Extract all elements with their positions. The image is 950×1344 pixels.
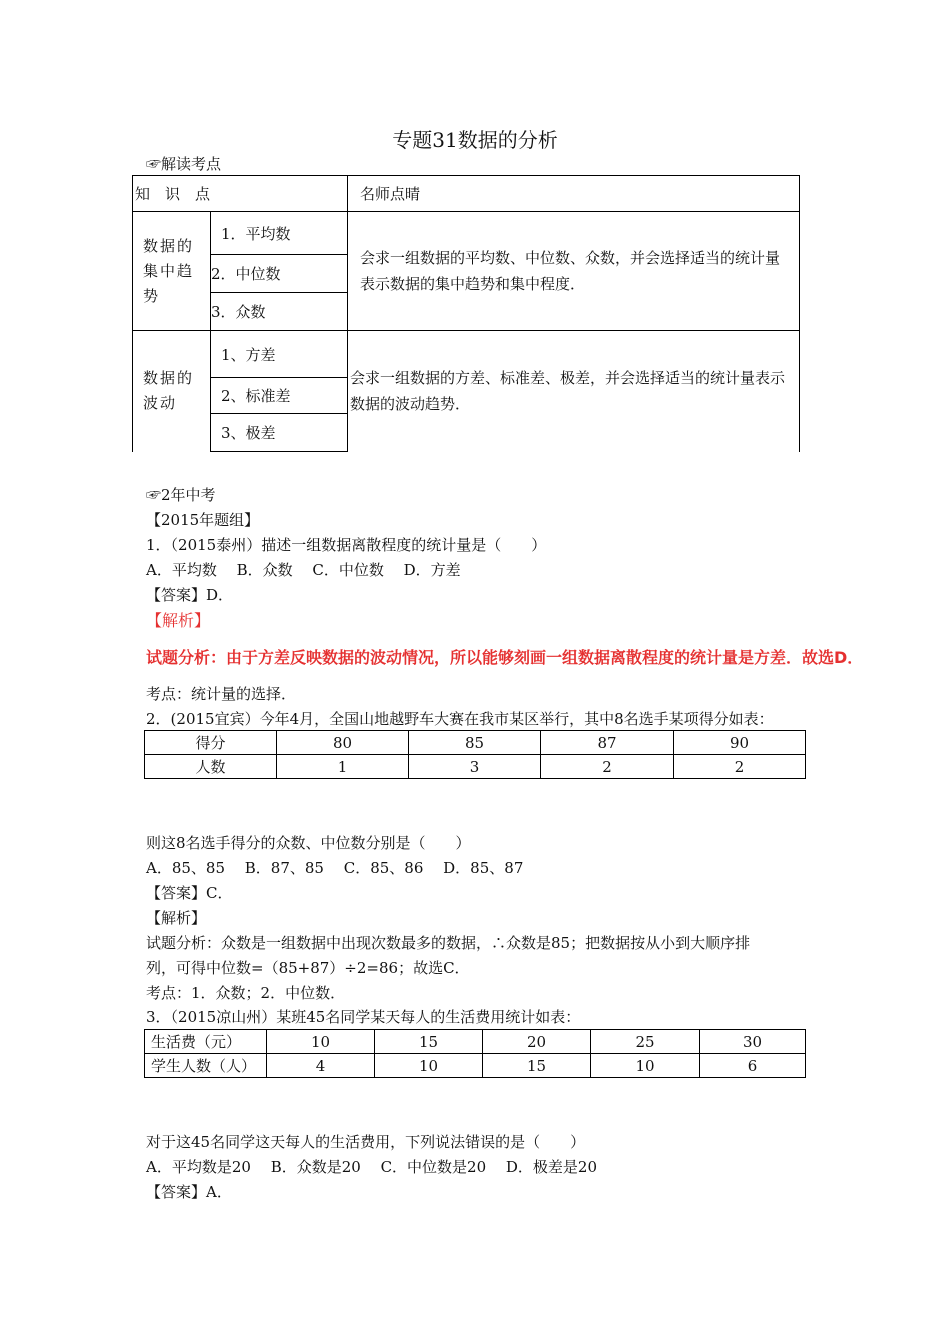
q3-cell: 10 bbox=[267, 1030, 375, 1054]
page-title: 专题31数据的分析 bbox=[392, 128, 558, 152]
q2-cell: 2 bbox=[674, 755, 806, 779]
q3-cell: 15 bbox=[375, 1030, 483, 1054]
q2-cell: 80 bbox=[277, 731, 409, 755]
q2-cell: 90 bbox=[674, 731, 806, 755]
section-heading-zhongkao: ☞2年中考 bbox=[146, 486, 216, 504]
desc-dispersion: 会求一组数据的方差、标准差、极差，并会选择适当的统计量表示数据的波动趋势． bbox=[348, 331, 800, 452]
q3-cell: 6 bbox=[700, 1054, 806, 1078]
q2-analysis-label: 【解析】 bbox=[146, 909, 207, 927]
q3-cell: 生活费（元） bbox=[145, 1030, 267, 1054]
q2-analysis-line1: 试题分析：众数是一组数据中出现次数最多的数据，∴众数是85；把数据按从小到大顺序排 bbox=[146, 934, 751, 952]
q3-cell: 学生人数（人） bbox=[145, 1054, 267, 1078]
q3-cell: 10 bbox=[591, 1054, 700, 1078]
header-knowledge-point: 知 识 点 bbox=[133, 176, 348, 212]
q3-options: A．平均数是20 B．众数是20 C．中位数是20 D．极差是20 bbox=[146, 1158, 598, 1176]
item-mean: 1．平均数 bbox=[211, 212, 348, 255]
q3-stem: 3．（2015凉山州）某班45名同学某天每人的生活费用统计如表： bbox=[146, 1008, 581, 1026]
q1-analysis: 试题分析：由于方差反映数据的波动情况，所以能够刻画一组数据离散程度的统计量是方差．故选D． bbox=[146, 648, 864, 667]
q1-knowledge-point: 考点：统计量的选择． bbox=[146, 685, 297, 703]
q2-score-table bbox=[144, 730, 806, 779]
category-dispersion: 数据的波动 bbox=[133, 331, 211, 452]
q2-cell: 85 bbox=[409, 731, 541, 755]
desc-central-tendency: 会求一组数据的平均数、中位数、众数，并会选择适当的统计量表示数据的集中趋势和集中程度． bbox=[348, 212, 800, 331]
q2-stem: 2．(2015宜宾）今年4月，全国山地越野车大赛在我市某区举行，其中8名选手某项得分如表： bbox=[146, 710, 774, 728]
category-central-tendency: 数据的集中趋势 bbox=[133, 212, 211, 331]
item-mode: 3．众数 bbox=[211, 293, 348, 331]
q3-cell: 15 bbox=[483, 1054, 591, 1078]
q3-cell: 20 bbox=[483, 1030, 591, 1054]
q2-question: 则这8名选手得分的众数、中位数分别是（ ） bbox=[146, 834, 471, 852]
q2-answer: 【答案】C． bbox=[146, 884, 233, 902]
q2-knowledge-point: 考点：1．众数；2．中位数． bbox=[146, 984, 346, 1002]
item-variance: 1、方差 bbox=[211, 331, 348, 378]
q3-cell: 4 bbox=[267, 1054, 375, 1078]
q3-question: 对于这45名同学这天每人的生活费用，下列说法错误的是（ ） bbox=[146, 1133, 586, 1151]
q1-analysis-label: 【解析】 bbox=[146, 611, 211, 630]
item-median: 2．中位数 bbox=[211, 255, 348, 293]
q1-answer: 【答案】D． bbox=[146, 586, 234, 604]
q2-table-row-score bbox=[145, 731, 806, 755]
q2-cell: 3 bbox=[409, 755, 541, 779]
q3-cell: 10 bbox=[375, 1054, 483, 1078]
q3-table-row-students bbox=[145, 1054, 806, 1078]
q1-stem: 1．（2015泰州）描述一组数据离散程度的统计量是（ ） bbox=[146, 536, 547, 554]
q2-cell: 得分 bbox=[145, 731, 277, 755]
q3-table-row-expense bbox=[145, 1030, 806, 1054]
q3-answer: 【答案】A． bbox=[146, 1183, 232, 1201]
group-heading-2015: 【2015年题组】 bbox=[146, 511, 260, 529]
section-heading-kaodian: ☞解读考点 bbox=[146, 155, 222, 173]
q2-table-row-count bbox=[145, 755, 806, 779]
header-teacher-notes: 名师点晴 bbox=[348, 176, 800, 212]
q2-cell: 2 bbox=[541, 755, 674, 779]
q1-options: A．平均数 B．众数 C．中位数 D．方差 bbox=[146, 561, 461, 579]
q2-analysis-line2: 列，可得中位数=（85+87）÷2=86；故选C． bbox=[146, 959, 470, 977]
q2-options: A．85、85 B．87、85 C．85、86 D．85、87 bbox=[146, 859, 524, 877]
q2-cell: 87 bbox=[541, 731, 674, 755]
item-range: 3、极差 bbox=[211, 414, 348, 452]
item-standard-deviation: 2、标准差 bbox=[211, 378, 348, 414]
q3-expense-table bbox=[144, 1029, 806, 1078]
q3-cell: 30 bbox=[700, 1030, 806, 1054]
q3-cell: 25 bbox=[591, 1030, 700, 1054]
knowledge-point-table bbox=[132, 175, 800, 452]
q2-cell: 人数 bbox=[145, 755, 277, 779]
q2-cell: 1 bbox=[277, 755, 409, 779]
